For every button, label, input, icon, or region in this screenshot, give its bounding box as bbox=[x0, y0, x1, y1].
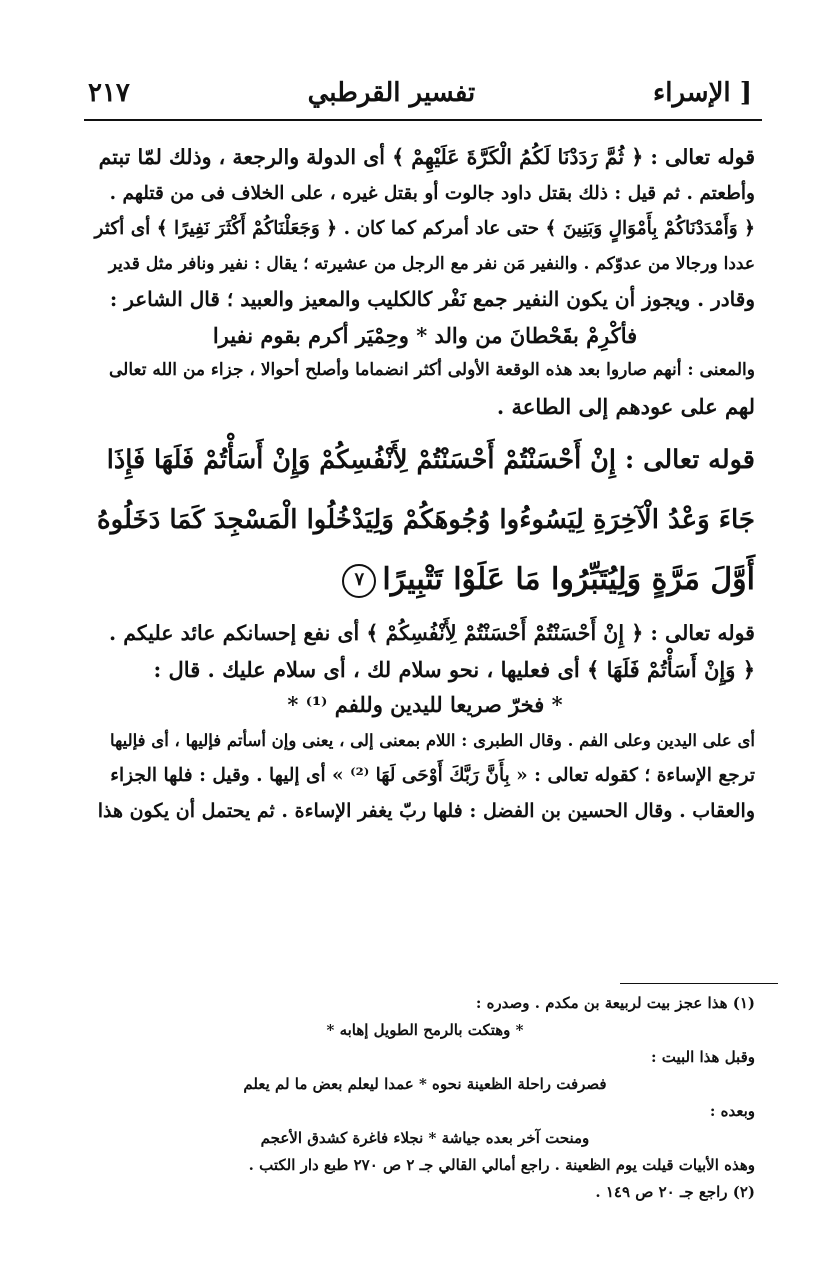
footnote-hemistich: * وهتكت بالرمح الطويل إهابه * bbox=[326, 1021, 524, 1039]
main-text bbox=[95, 140, 755, 829]
footnote-2: (٢) راجع جـ ٢٠ ص ١٤٩ . bbox=[595, 1183, 755, 1201]
page-header bbox=[88, 70, 752, 116]
text-line: أى على اليدين وعلى الفم . وقال الطبرى : اللام بمعنى إلى ، يعنى وإن أسأتم فإليها ، أى فإليها bbox=[109, 730, 755, 750]
header-rule bbox=[84, 119, 762, 121]
footnotes bbox=[95, 990, 755, 1206]
text-line: ﴿ وَأَمْدَدْنَاكُمْ بِأَمْوَالٍ وَبَنِينَ ﴾ حتى عاد أمركم كما كان . ﴿ وَجَعَلْنَاكُمْ أَكْثَرَ نَفِيرًا ﴾ أى أكثر bbox=[94, 218, 755, 239]
surah-name: الإسراء ] bbox=[653, 78, 752, 108]
text-line: والمعنى : أنهم صاروا بعد هذه الوقعة الأولى أكثر انضماما وأصلح أحوالا ، جزاء من الله تعالى bbox=[109, 360, 755, 380]
footnote-verse: فصرفت راحلة الظعينة نحوه * عمدا ليعلم بعض ما لم يعلم bbox=[243, 1075, 607, 1093]
footnote-verse: ومنحت آخر بعده جياشة * نجلاء فاغرة كشدق الأعجم bbox=[260, 1129, 590, 1147]
quran-verse-text: أَوَّلَ مَرَّةٍ وَلِيُتَبِّرُوا مَا عَلَوْا تَتْبِيرًا bbox=[382, 562, 755, 597]
text-line: لهم على عودهم إلى الطاعة . bbox=[496, 393, 755, 419]
text-line: قوله تعالى : ﴿ إِنْ أَحْسَنْتُمْ أَحْسَنْتُمْ لِأَنْفُسِكُمْ ﴾ أى نفع إحسانكم عائد عليكم . bbox=[109, 621, 755, 645]
poetry-hemistich: * فخرّ صريعا لليدين وللفم ⁽¹⁾ * bbox=[287, 692, 563, 717]
page-number: ٢١٧ bbox=[88, 78, 130, 108]
quran-verse-line: قوله تعالى : إِنْ أَحْسَنْتُمْ أَحْسَنْتُمْ لِأَنْفُسِكُمْ وَإِنْ أَسَأْتُمْ فَلَهَا فَإِذَا bbox=[106, 445, 755, 475]
ayah-number-marker: ٧ bbox=[342, 564, 376, 598]
text-line: وقادر . ويجوز أن يكون النفير جمع نَفْر كالكليب والمعيز والعبيد ؛ قال الشاعر : bbox=[109, 287, 755, 311]
footnote-label: وبعده : bbox=[709, 1102, 755, 1120]
footnote-source: وهذه الأبيات قيلت يوم الظعينة . راجع أمالي القالي جـ ٢ ص ٢٧٠ طبع دار الكتب . bbox=[248, 1156, 755, 1174]
text-line: والعقاب . وقال الحسين بن الفضل : فلها ربّ يغفر الإساءة . ثم يحتمل أن يكون هذا bbox=[97, 799, 755, 822]
text-line: ترجع الإساءة ؛ كقوله تعالى : « بِأَنَّ رَبَّكَ أَوْحَى لَهَا ⁽²⁾ » أى إليها . وقيل : فلها الجزاء bbox=[110, 765, 755, 786]
text-line: عددا ورجالا من عدوّكم . والنفير مَن نفر مع الرجل من عشيرته ؛ يقال : نفير ونافر مثل قدير bbox=[108, 253, 755, 274]
quran-verse-line-last bbox=[95, 550, 755, 610]
footnote-1: (١) هذا عجز بيت لربيعة بن مكدم . وصدره : bbox=[475, 994, 755, 1012]
footnote-label: وقبل هذا البيت : bbox=[651, 1048, 755, 1066]
poetry-verse: فأكْرِمْ بقَحْطانَ من والد * وحِمْيَر أكرم بقوم نفيرا bbox=[212, 322, 638, 348]
book-title: تفسير القرطبي bbox=[307, 78, 476, 108]
quran-verse-line: جَاءَ وَعْدُ الْآخِرَةِ لِيَسُوءُوا وُجُوهَكُمْ وَلِيَدْخُلُوا الْمَسْجِدَ كَمَا دَخَلُوهُ bbox=[96, 505, 755, 535]
footnote-separator bbox=[620, 983, 778, 984]
text-line: ﴿ وَإِنْ أَسَأْتُمْ فَلَهَا ﴾ أى فعليها ، نحو سلام لك ، أى سلام عليك . قال : bbox=[153, 656, 755, 682]
text-line: قوله تعالى : ﴿ ثُمَّ رَدَدْنَا لَكُمُ الْكَرَّةَ عَلَيْهِمْ ﴾ أى الدولة والرجعة ، وذلك لمّا تبتم bbox=[98, 145, 755, 169]
text-line: وأطعتم . ثم قيل : ذلك بقتل داود جالوت أو بقتل غيره ، على الخلاف فى من قتلهم . bbox=[109, 182, 755, 204]
